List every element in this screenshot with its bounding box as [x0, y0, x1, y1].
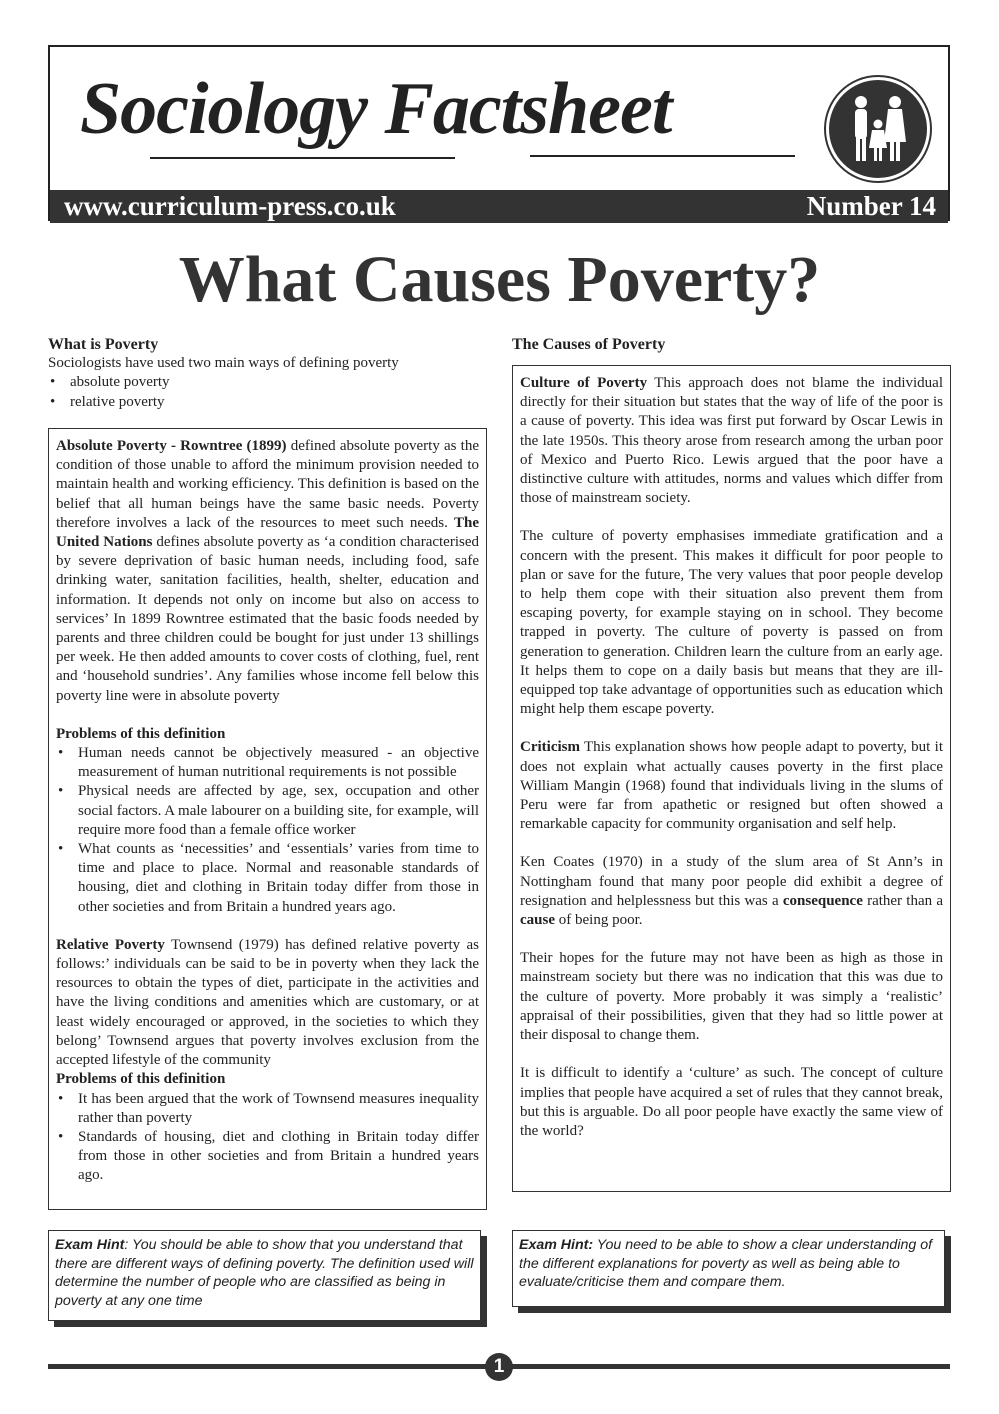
list-item: • It has been argued that the work of Townsend measures inequality rather than poverty — [78, 1090, 479, 1128]
criticism-paragraph — [520, 738, 943, 834]
coates-paragraph — [520, 853, 943, 930]
relative-poverty-lead: Relative Poverty — [56, 936, 165, 953]
body-text: This approach does not blame the individual directly for their situation but states that the way of life of the poor is a cause of poverty. This idea was first put forward by Oscar Lewis in the late 1950s. This theory arose from research among the urban poor of Mexico and Puerto Rico. Lewis argued that the poor have a distinctive culture with attitudes, norms and values which differ from those of mainstream society. — [520, 375, 943, 507]
list-item: • Human needs cannot be objectively measured - an objective measurement of human nutritional requirements is not possible — [78, 744, 479, 782]
absolute-poverty-paragraph — [56, 437, 479, 706]
problems-list — [56, 744, 479, 917]
emphasis-text: consequence — [782, 892, 863, 909]
culture-paragraph-2: The culture of poverty emphasises immediate gratification and a concern with the present. This makes it difficult for poor people to plan or save for the future, The very values that poor people develop to help them cope with their situation also prevent them from escaping poverty, for example staying on in school. They become trapped in poverty. The culture of poverty is passed on from generation to generation. Children learn the culture from an early age. It helps them to cope on a daily basis but means that they are ill-equipped top take advantage of opportunities such as education which might help them escape poverty. — [520, 528, 943, 718]
culture-of-poverty-lead: Culture of Poverty — [520, 375, 648, 391]
list-item: • relative poverty — [70, 393, 486, 412]
body-text: Townsend (1979) has defined relative poverty as follows:’ individuals can be said to be in poverty when they lack the resources to obtain the types of diet, participate in the activities and have the living conditions and amenities which are customary, or at least widely encouraged or approved, in the societies to which they belong’ Townsend argues that poverty involves exclusion from the accepted lifestyle of the community — [56, 936, 479, 1069]
body-text: rather than a — [862, 892, 943, 909]
masthead — [48, 45, 950, 221]
body-text: This explanation shows how people adapt to poverty, but it does not explain what actually causes poverty in the first place William Mangin (1968) found that individuals living in the slums of Peru were far from apathetic or resigned but often showed a remarkable capacity for community organisation and self help. — [520, 739, 943, 833]
brand-underline — [150, 157, 455, 159]
page-title: What Causes Poverty? — [178, 243, 821, 316]
list-item: • Physical needs are affected by age, sex, occupation and other social factors. A male labourer on a building site, for example, will require more food than a female office worker — [78, 782, 479, 840]
body-text: of being poor. — [555, 912, 643, 929]
poverty-types-list — [48, 373, 486, 411]
body-text: Ken Coates (1970) in a study of the slum area of St Ann’s in Nottingham found that many poor people did exhibit a degree of resignation and helplessness but this was a — [520, 854, 943, 909]
problems-heading: Problems of this definition — [56, 725, 226, 742]
list-item: • What counts as ‘necessities’ and ‘essentials’ varies from time to time and place to place. Normal and reasonable standards of housing, diet and clothing in Britain today differ from those in other societies and from Britain a hundred years ago. — [78, 840, 479, 917]
what-is-poverty-heading: What is Poverty — [48, 336, 159, 353]
exam-hint-right — [512, 1230, 945, 1307]
issue-number: Number 14 — [806, 191, 936, 221]
masthead-band — [50, 190, 948, 223]
absolute-poverty-lead: Absolute Poverty - Rowntree (1899) — [56, 438, 287, 454]
brand-underline — [530, 155, 795, 157]
emphasis-text: cause — [520, 912, 555, 929]
list-item: • Standards of housing, diet and clothing in Britain today differ from those in other societies and from Britain a hundred years ago. — [78, 1128, 479, 1186]
problems-list — [56, 1090, 479, 1186]
website-link[interactable]: www.curriculum-press.co.uk — [64, 191, 396, 221]
family-silhouette-icon — [826, 77, 930, 181]
page-number: 1 — [485, 1353, 513, 1381]
exam-hint-label: Exam Hint — [55, 1237, 125, 1253]
definitions-box — [48, 428, 487, 1210]
exam-hint-text: : You should be able to show that you understand that there are different ways of defining poverty. The definition used will determine the number of people who are classified as being in poverty at any one time — [55, 1237, 474, 1309]
intro-text: Sociologists have used two main ways of defining poverty — [48, 355, 399, 372]
body-text: defined absolute poverty as the condition of those unable to afford the minimum provision needed to maintain health and working efficiency. This definition is based on the belief that all human beings have the same basic needs. Poverty therefore involves a lack of the resources to meet such needs. — [56, 438, 479, 531]
brand-title: Sociology Factsheet — [80, 68, 672, 150]
exam-hint-label: Exam Hint: — [519, 1237, 594, 1253]
relative-poverty-paragraph — [56, 936, 479, 1070]
body-text: defines absolute poverty as ‘a condition characterised by severe deprivation of basic human needs, including food, safe drinking water, sanitation facilities, health, shelter, education and information. It depends not only on income but also on access to services’ In 1899 Rowntree estimated that the basic foods needed by parents and three children could be bought for just under 13 shillings per week. He then added amounts to cover costs of clothing, fuel, rent and ‘household sundries’. Any families whose income fell below this poverty line were in absolute poverty — [56, 534, 480, 704]
causes-section — [512, 335, 950, 354]
criticism-lead: Criticism — [520, 739, 580, 756]
causes-heading: The Causes of Poverty — [512, 336, 666, 353]
what-is-poverty-section — [48, 335, 486, 412]
problems-heading: Problems of this definition — [56, 1071, 226, 1088]
united-nations-lead: The United Nations — [56, 514, 479, 551]
causes-box — [512, 365, 951, 1192]
exam-hint-text: You need to be able to show a clear understanding of the different explanations for poverty as well as being able to evaluate/criticise them and compare them. — [519, 1237, 933, 1290]
culture-concept-paragraph: It is difficult to identify a ‘culture’ as such. The concept of culture implies that people have acquired a set of rules that they cannot break, but this is arguable. Do all poor people have exactly the same view of the world? — [520, 1065, 943, 1139]
culture-of-poverty-paragraph — [520, 374, 943, 508]
exam-hint-left — [48, 1230, 481, 1321]
hopes-paragraph: Their hopes for the future may not have been as high as those in mainstream society but there was no indication that this was due to the culture of poverty. More probably it was simply a ‘realistic’ appraisal of their possibilities, given that they had so little power at their disposal to change them. — [520, 950, 943, 1044]
list-item: • absolute poverty — [70, 373, 486, 392]
